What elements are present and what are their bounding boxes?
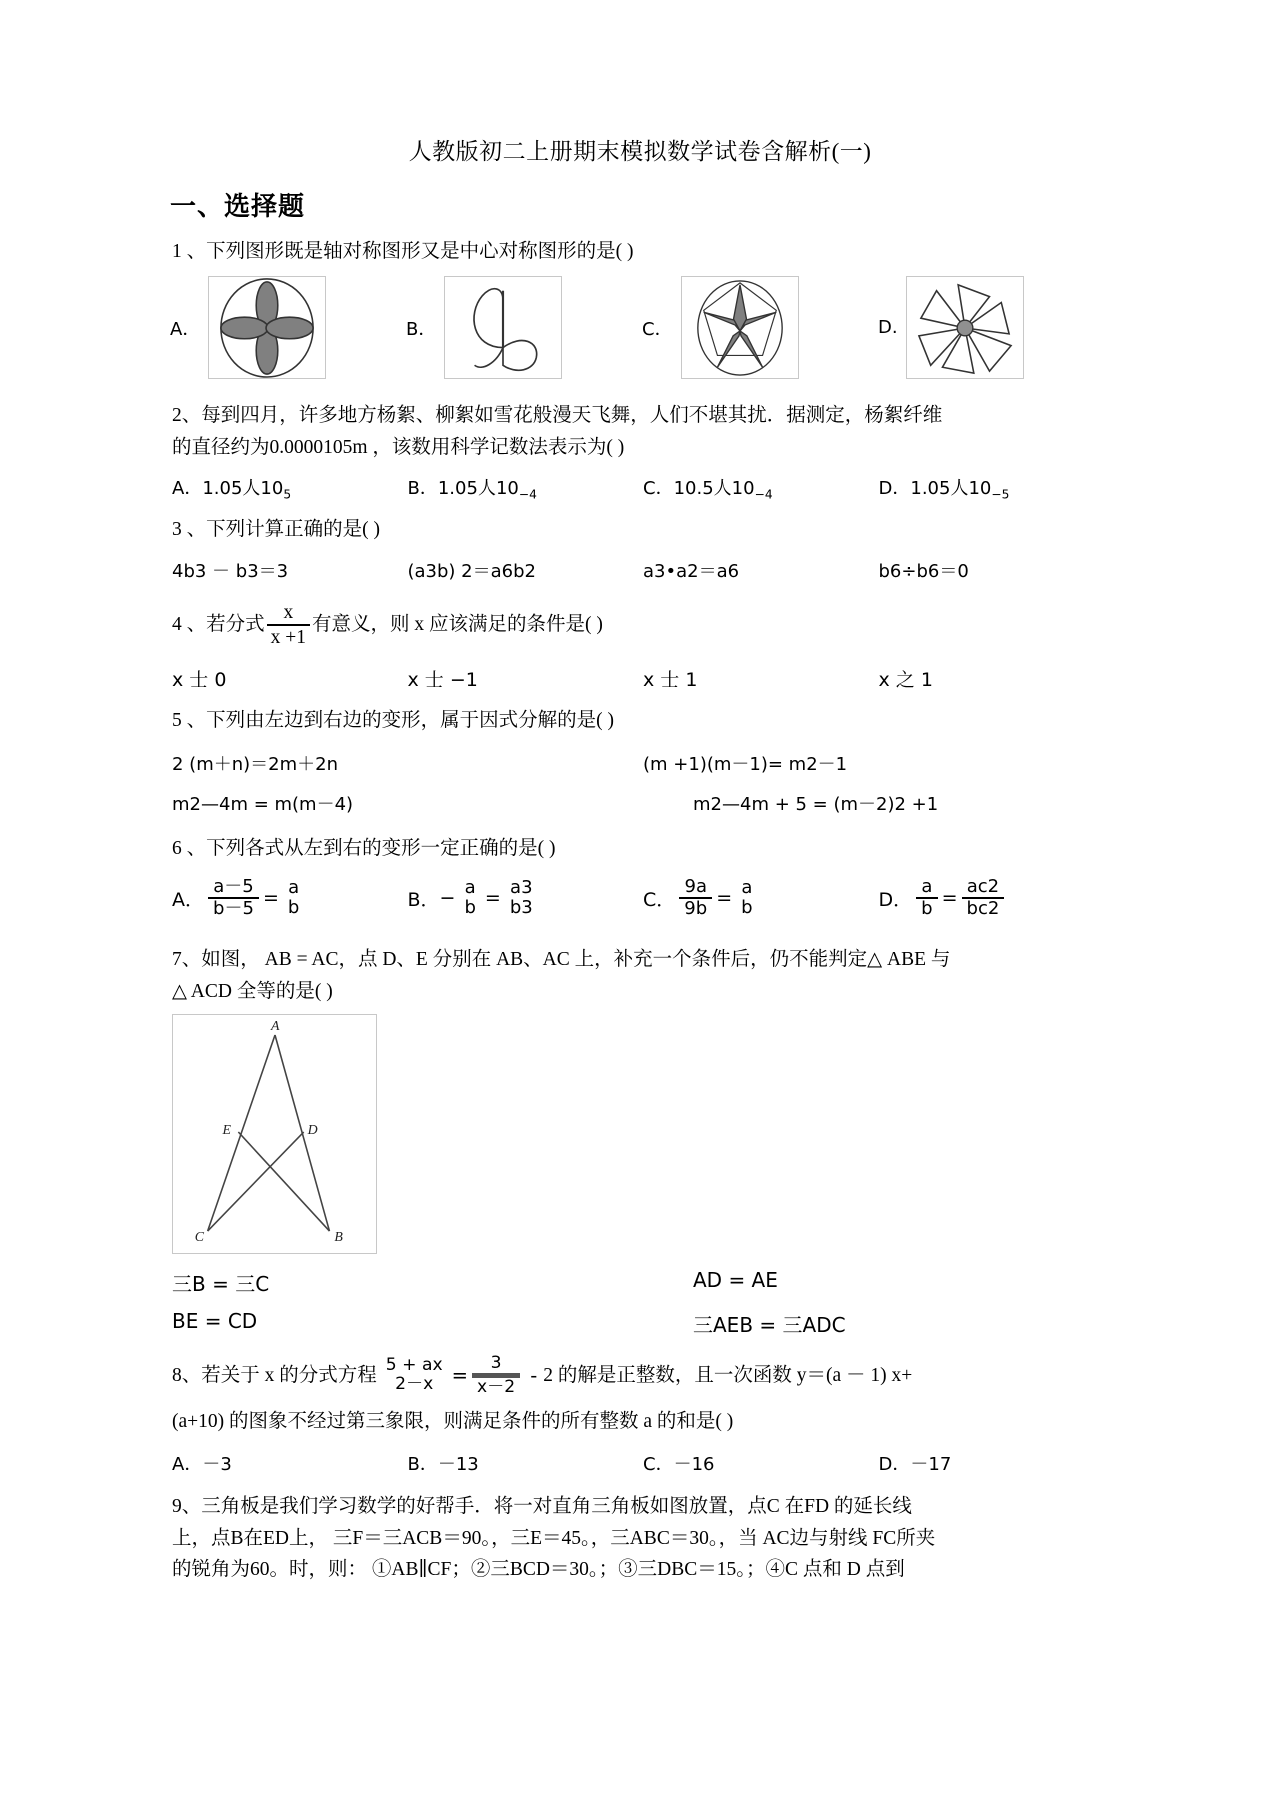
q6a-left-fraction: $\frac{a-5}{b-5}$ <box>208 877 259 919</box>
question-8-stem-line2: (a+10) 的图象不经过第三象限，则满足条件的所有整数 a 的和是( ) <box>172 1411 734 1433</box>
q4-option-c[interactable]: x 士 1 <box>643 669 698 692</box>
question-3-stem: 3 、下列计算正确的是( ) <box>172 519 380 541</box>
question-2-options <box>172 474 1114 502</box>
svg-text:C: C <box>194 1228 205 1244</box>
q8-option-a[interactable]: A．－3 <box>172 1454 232 1476</box>
five-point-star-pentagon-icon <box>681 276 799 379</box>
q8-stem-mid: 2 的解是正整数，且一次函数 y＝(a － 1) x+ <box>543 1364 913 1386</box>
question-4-options <box>172 665 1114 692</box>
q2-option-d[interactable]: D．1.05人$10_{-5}$ <box>878 477 1010 502</box>
q5-option-a[interactable]: 2 (m＋n)＝2m＋2n <box>172 753 339 775</box>
q8-equals: = <box>451 1363 468 1387</box>
option-label-d: D. <box>878 317 898 339</box>
q8-option-d[interactable]: D．－17 <box>878 1454 952 1476</box>
option-label-c: C． <box>642 318 673 340</box>
q6-option-d[interactable]: D． $\frac{a}{b}$ = $\frac{ac2}{bc2}$ <box>879 877 1115 919</box>
option-label-b: B． <box>406 318 437 340</box>
question-5-stem: 5 、下列由左边到右边的变形，属于因式分解的是( ) <box>172 710 614 732</box>
q6c-right-fraction: a b <box>741 876 753 919</box>
option-label-a: A． <box>170 318 201 340</box>
question-7-triangle-figure <box>172 1014 377 1254</box>
question-6-stem: 6 、下列各式从左到右的变形一定正确的是( ) <box>172 837 556 859</box>
section-heading: 一、选择题 <box>170 192 306 222</box>
six-blade-pinwheel-icon <box>906 276 1024 379</box>
question-7-stem-line2: △ ACD 全等的是( ) <box>172 980 333 1002</box>
q7-option-d[interactable]: 三AEB = 三ADC <box>693 1312 846 1337</box>
q4-option-d[interactable]: x 之 1 <box>878 669 933 692</box>
question-7-stem-line1: 7、如图， AB = AC，点 D、E 分别在 AB、AC 上，补充一个条件后，仍不能判定△ ABE 与 <box>172 949 951 971</box>
q5-option-b[interactable]: (m +1)(m－1)= m2－1 <box>643 753 848 775</box>
q5-option-c[interactable]: m2—4m = m(m－4) <box>172 793 354 815</box>
q8-option-b[interactable]: B．－13 <box>407 1454 479 1476</box>
svg-text:B: B <box>334 1228 343 1244</box>
question-7-options-row1 <box>172 1268 1114 1297</box>
q8-left-fraction: 5 + ax 2－x <box>385 1355 443 1395</box>
q6d-right-fraction: $\frac{ac2}{bc2}$ <box>962 877 1005 919</box>
q3-option-b[interactable]: (a3b) 2＝a6b2 <box>407 560 536 582</box>
question-2-stem-line1: 2、每到四月，许多地方杨絮、柳絮如雪花般漫天飞舞，人们不堪其扰．据测定，杨絮纤维 <box>172 405 943 427</box>
question-1-option-b[interactable] <box>406 276 642 379</box>
question-3-options <box>172 557 1114 583</box>
question-5-options-row2 <box>172 790 1114 816</box>
question-9-line3: 的锐角为60。时，则： ①AB∥CF；②三BCD＝30。；③三DBC＝15。；④C 点和 D 点到 <box>172 1558 905 1580</box>
question-4-stem <box>172 601 1114 650</box>
document-title: 人教版初二上册期末模拟数学试卷含解析(一) <box>408 139 872 164</box>
q6b-left-fraction: a b <box>464 876 476 919</box>
q3-option-c[interactable]: a3•a2＝a6 <box>643 560 740 582</box>
q7-option-a[interactable]: 三B = 三C <box>172 1271 270 1296</box>
question-2-stem-line2: 的直径约为0.0000105m ，该数用科学记数法表示为( ) <box>172 436 625 458</box>
question-7-options-row2 <box>172 1309 1114 1338</box>
question-9-line2: 上，点B在ED上， 三F＝三ACB＝90。，三E＝45。，三ABC＝30。，当 AC边与射线 FC所夹 <box>172 1527 936 1549</box>
question-1-option-d[interactable] <box>878 276 1114 379</box>
q7-option-c[interactable]: BE = CD <box>172 1308 258 1333</box>
svg-text:D: D <box>307 1121 318 1137</box>
q6a-right-fraction: a b <box>287 876 300 919</box>
q4-numerator: x <box>267 601 310 626</box>
q2-option-a[interactable]: A．1.05人$10_5$ <box>172 477 292 502</box>
q5-option-d[interactable]: m2—4m + 5 = (m－2)2 +1 <box>693 793 939 815</box>
q6c-left-fraction: $\frac{9a}{9b}$ <box>679 877 712 919</box>
q6-option-a[interactable]: A． $\frac{a-5}{b-5}$ = a b <box>172 877 408 919</box>
svg-text:E: E <box>222 1121 231 1137</box>
q4-option-b[interactable]: x 士 −1 <box>407 669 478 692</box>
q8-minus: - <box>530 1363 538 1387</box>
q3-option-d[interactable]: b6÷b6＝0 <box>878 560 969 582</box>
q2-option-c[interactable]: C．10.5人$10_{-4}$ <box>643 477 773 502</box>
q2-option-b[interactable]: B．1.05人$10_{-4}$ <box>407 477 537 502</box>
question-1-stem: 1 、下列图形既是轴对称图形又是中心对称图形的是( ) <box>172 241 634 262</box>
three-lobe-pinwheel-icon <box>444 276 562 379</box>
q6-option-c[interactable]: C． $\frac{9a}{9b}$ = a b <box>643 877 879 919</box>
q4-stem-pre: 4 、若分式 <box>172 614 265 636</box>
q8-stem-pre: 8、若关于 x 的分式方程 <box>172 1364 377 1386</box>
svg-text:A: A <box>271 1017 280 1033</box>
question-1-figure-row <box>170 276 1114 379</box>
q8-option-c[interactable]: C．－16 <box>643 1454 715 1476</box>
question-1-option-a[interactable] <box>170 276 406 379</box>
question-1-option-c[interactable] <box>642 276 878 379</box>
question-6-options <box>172 877 1114 919</box>
question-5-options-row1 <box>172 750 1114 776</box>
q4-denominator: x +1 <box>270 626 307 648</box>
q6-option-b[interactable]: B． − a b = a3 b3 <box>408 878 644 918</box>
question-8-stem-line1 <box>172 1354 1114 1397</box>
q4-stem-post: 有意义，则 x 应该满足的条件是( ) <box>312 614 603 636</box>
q7-option-b[interactable]: AD = AE <box>693 1267 778 1292</box>
q3-option-a[interactable]: 4b3 － b3＝3 <box>172 560 289 582</box>
q6b-right-fraction: a3 b3 <box>509 876 533 919</box>
q6d-left-fraction: $\frac{a}{b}$ <box>916 877 937 919</box>
page-content <box>166 0 1114 1584</box>
question-9-line1: 9、三角板是我们学习数学的好帮手．将一对直角三角板如图放置，点C 在FD 的延长线 <box>172 1496 912 1518</box>
q4-fraction <box>267 601 310 650</box>
four-petal-flower-in-circle-icon <box>208 276 326 379</box>
q4-option-a[interactable]: x 士 0 <box>172 669 227 692</box>
q8-right-fraction: $\frac{3}{x-2}$ <box>472 1354 520 1397</box>
question-8-options <box>172 1450 1114 1476</box>
